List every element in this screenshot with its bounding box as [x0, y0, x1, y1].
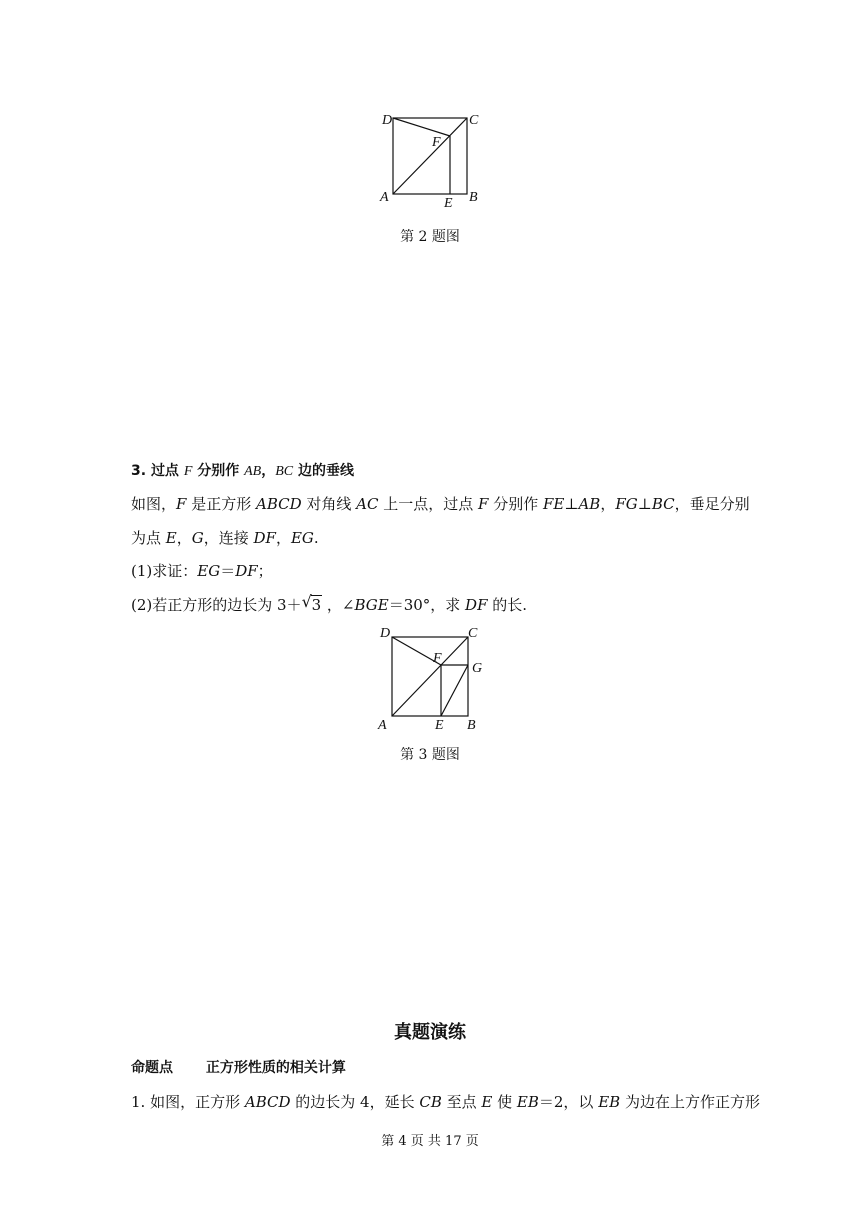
text: 的长. — [487, 596, 528, 614]
figure-2 — [370, 104, 490, 212]
figure-2-diagram — [370, 104, 490, 212]
radicand: 3 — [311, 596, 322, 614]
var: EG — [197, 562, 221, 580]
text: ＝2，以 — [538, 1093, 599, 1111]
var: EB — [598, 1093, 621, 1111]
perp-symbol: ⊥ — [637, 495, 652, 513]
label-e: E — [435, 718, 444, 733]
page-footer: 第 4 页 共 17 页 — [381, 1134, 479, 1149]
problem-3-question-2 — [131, 592, 528, 615]
problem-3-heading — [131, 461, 354, 482]
sqrt-expression — [301, 592, 323, 615]
label-b: B — [469, 190, 478, 205]
text: 是正方形 — [186, 495, 256, 513]
var: DF — [465, 596, 488, 614]
var: F — [176, 495, 187, 513]
var: EB — [516, 1093, 539, 1111]
text: ＝30°，求 — [388, 596, 466, 614]
text: ， — [176, 529, 192, 547]
problem-3-question-1 — [131, 561, 273, 581]
figure-3-caption: 第 3 题图 — [400, 747, 460, 763]
heading-text: 边的垂线 — [298, 463, 354, 479]
text: ，∠ — [322, 596, 355, 614]
segment-eg — [441, 665, 468, 716]
text: (1)求证： — [131, 562, 198, 580]
text: ， — [275, 529, 291, 547]
text: 的边长为 4，延长 — [290, 1093, 420, 1111]
label-c: C — [468, 626, 478, 641]
text: 使 — [492, 1093, 517, 1111]
topic-label: 命题点 — [131, 1060, 173, 1076]
label-d: D — [382, 113, 393, 128]
var: DF — [235, 562, 258, 580]
var: E — [165, 529, 177, 547]
problem-3-line-2 — [131, 528, 319, 548]
text: 上一点，过点 — [378, 495, 479, 513]
heading-var: BC — [275, 464, 294, 479]
text: 为点 — [131, 529, 166, 547]
label-a: A — [378, 718, 387, 733]
var: DF — [253, 529, 276, 547]
heading-text: 过点 — [150, 463, 179, 479]
var: ABCD — [244, 1093, 291, 1111]
var: EG — [290, 529, 314, 547]
label-b: B — [467, 718, 476, 733]
problem-3-line-1 — [131, 494, 750, 514]
text: ，垂足分别 — [674, 495, 750, 513]
perp-symbol: ⊥ — [564, 495, 579, 513]
text: 1. 如图，正方形 — [131, 1093, 245, 1111]
var: BC — [651, 495, 675, 513]
var: BGE — [354, 596, 389, 614]
var: FG — [615, 495, 638, 513]
heading-number: 3. — [131, 463, 147, 479]
label-f: F — [432, 135, 441, 150]
label-a: A — [380, 190, 389, 205]
topic-line — [131, 1058, 346, 1078]
text: (2)若正方形的边长为 3＋ — [131, 596, 302, 614]
text: 为边在上方作正方形 — [620, 1093, 760, 1111]
label-e: E — [444, 196, 453, 211]
var: ABCD — [255, 495, 302, 513]
heading-var: AB — [244, 464, 262, 479]
var: E — [481, 1093, 493, 1111]
figure-3 — [370, 621, 490, 733]
text: ， — [600, 495, 616, 513]
text: 至点 — [441, 1093, 482, 1111]
var: G — [191, 529, 204, 547]
diagonal-ac — [392, 637, 468, 716]
label-c: C — [469, 113, 479, 128]
text: . — [313, 529, 319, 547]
text: 分别作 — [488, 495, 543, 513]
var: AC — [356, 495, 379, 513]
label-d: D — [380, 626, 391, 641]
var: CB — [419, 1093, 442, 1111]
var: FE — [543, 495, 565, 513]
radical-sign: √ — [301, 592, 312, 611]
text: ； — [257, 562, 273, 580]
heading-text: ， — [261, 463, 276, 479]
label-f: F — [433, 651, 442, 666]
var: AB — [578, 495, 601, 513]
label-g: G — [472, 661, 483, 676]
section-title: 真题演练 — [394, 1022, 466, 1043]
heading-var: F — [183, 464, 193, 479]
segment-df — [393, 118, 450, 136]
text: ＝ — [220, 562, 236, 580]
problem-1-line-1 — [131, 1092, 760, 1112]
heading-text: 分别作 — [197, 463, 240, 479]
text: 对角线 — [301, 495, 357, 513]
figure-3-diagram — [370, 621, 490, 733]
text: ，连接 — [203, 529, 254, 547]
topic-text: 正方形性质的相关计算 — [205, 1060, 346, 1076]
var: F — [478, 495, 489, 513]
text: 如图， — [131, 495, 177, 513]
figure-2-caption: 第 2 题图 — [400, 229, 460, 245]
